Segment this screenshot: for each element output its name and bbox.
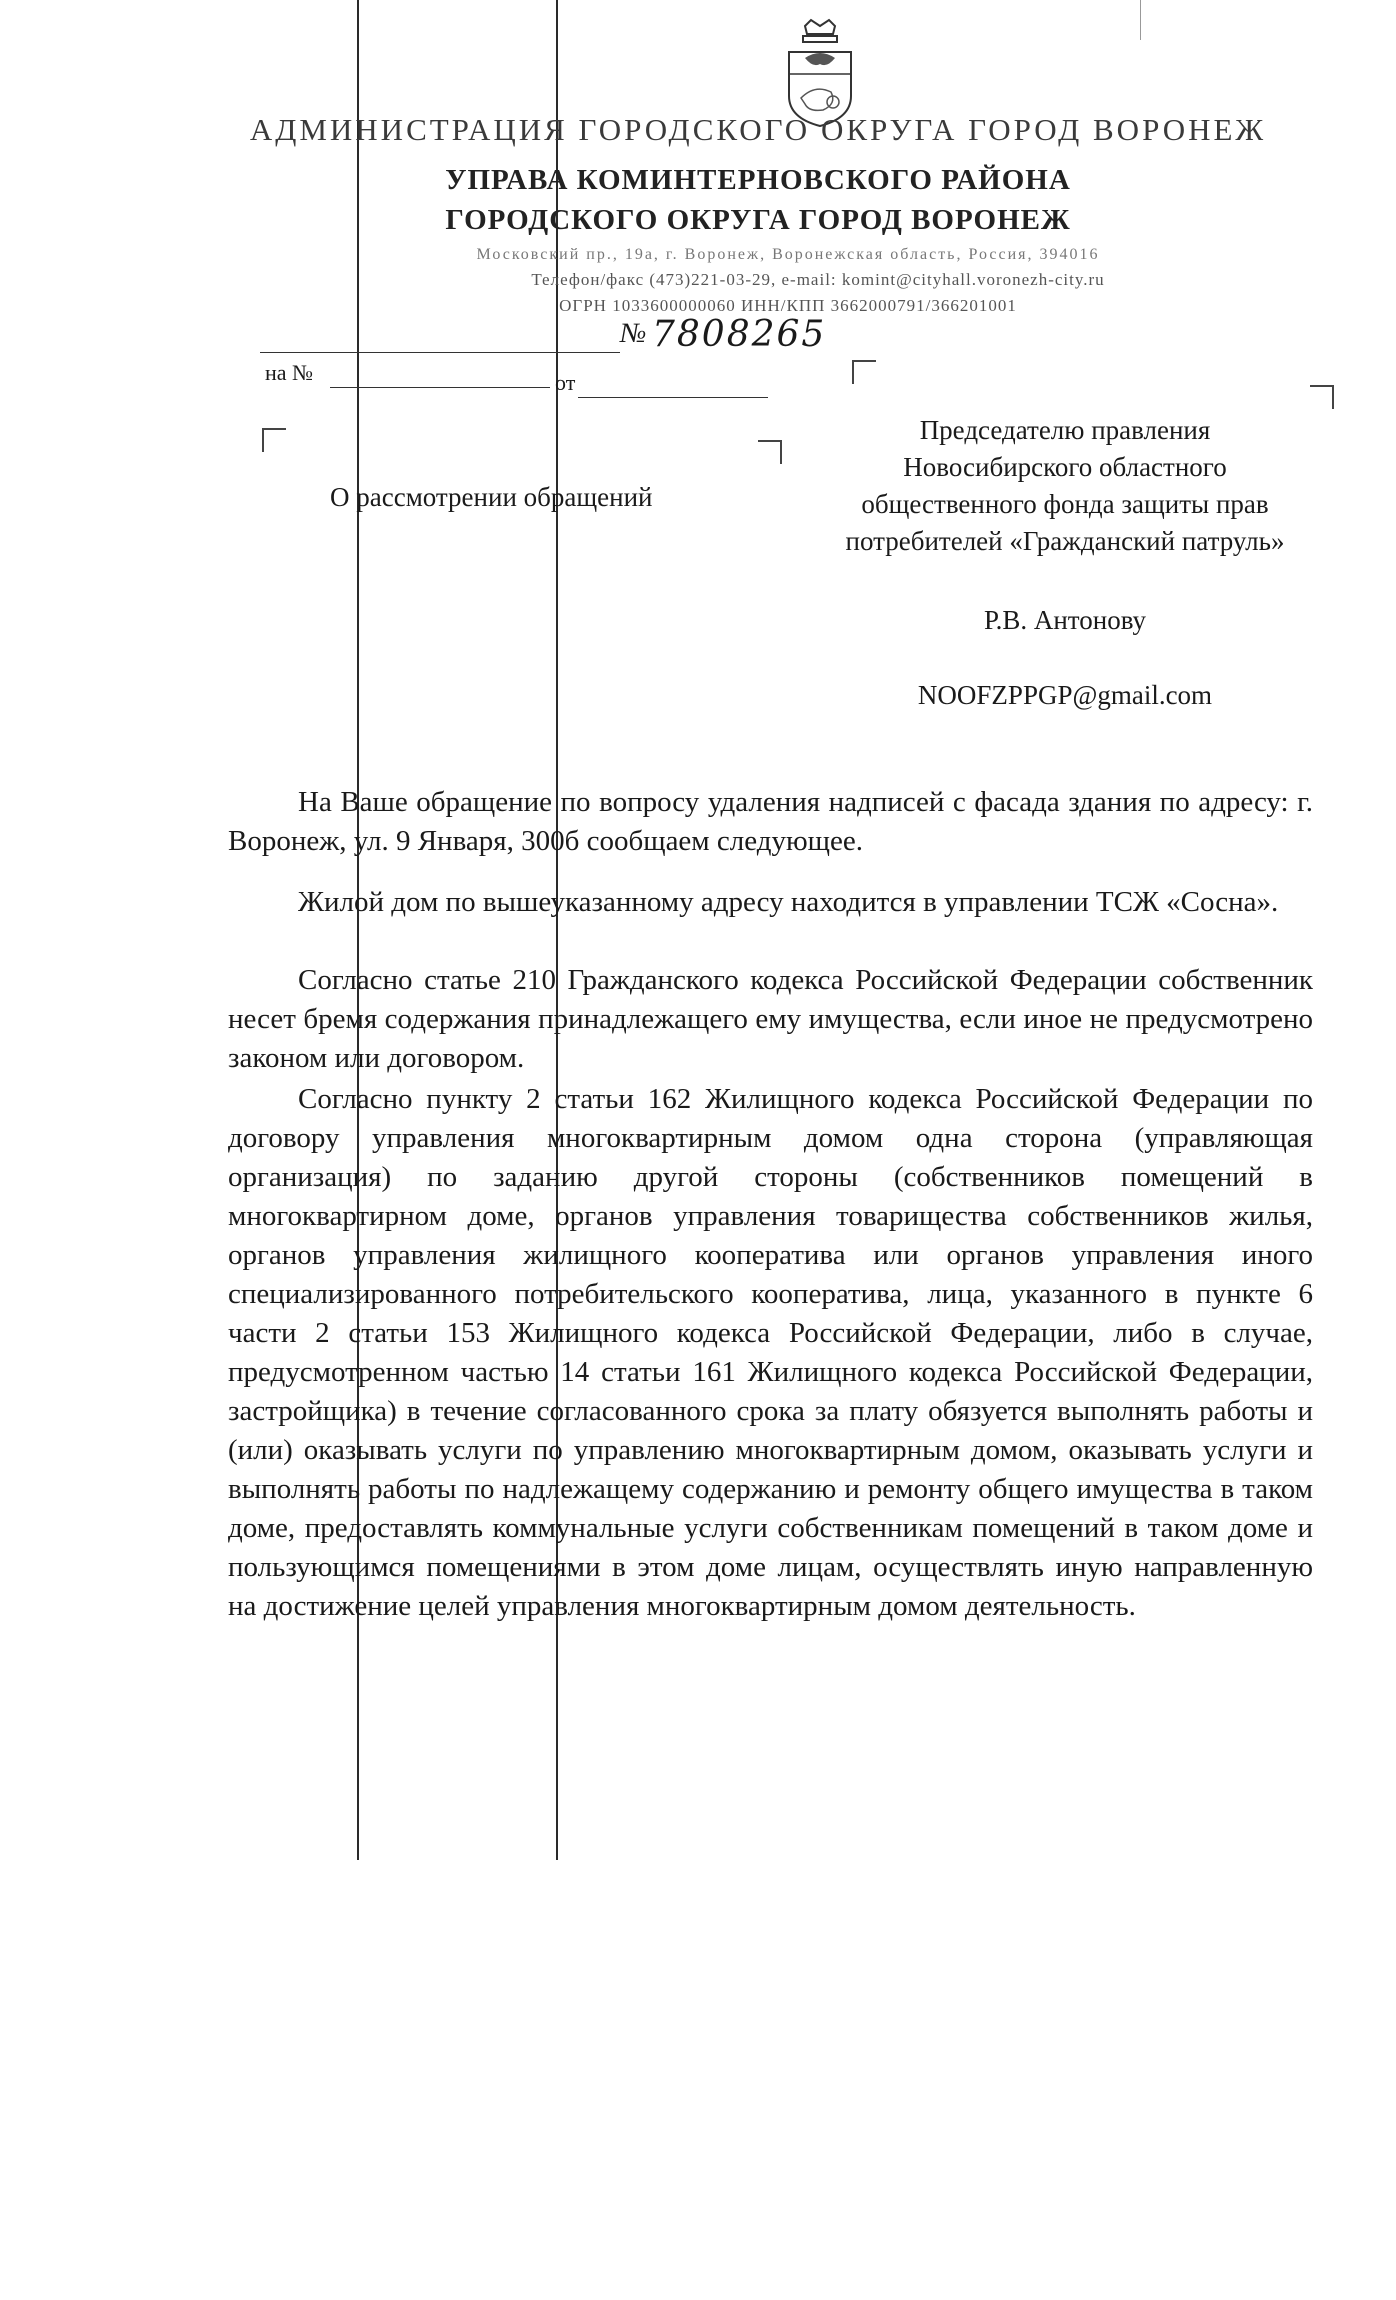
letterhead-ogrn: ОГРН 1033600000060 ИНН/КПП 3662000791/366201001 bbox=[559, 296, 1017, 315]
corner-mark-subject-right bbox=[758, 440, 782, 464]
addressee-line: общественного фонда защиты прав bbox=[861, 489, 1269, 519]
letterhead-uprava: УПРАВА КОМИНТЕРНОВСКОГО РАЙОНА bbox=[445, 164, 1071, 196]
letterhead-okrug: ГОРОДСКОГО ОКРУГА ГОРОД ВОРОНЕЖ bbox=[445, 204, 1071, 236]
letterhead-phone-email: Телефон/факс (473)221-03-29, e-mail: komint@cityhall.voronezh-city.ru bbox=[531, 270, 1105, 289]
body-paragraph-2: Жилой дом по вышеуказанному адресу находится в управлении ТСЖ «Сосна». bbox=[298, 886, 1279, 918]
registration-line bbox=[260, 352, 620, 353]
reference-date-line bbox=[578, 397, 768, 398]
letterhead-administration: АДМИНИСТРАЦИЯ ГОРОДСКОГО ОКРУГА ГОРОД ВОРОНЕЖ bbox=[249, 112, 1267, 147]
addressee-block bbox=[780, 412, 1350, 560]
letterhead-address: Московский пр., 19а, г. Воронеж, Воронежская область, Россия, 394016 bbox=[476, 246, 1100, 263]
reference-date-label: от bbox=[555, 370, 576, 395]
registration-number: 7808265 bbox=[652, 314, 827, 355]
corner-mark-subject-left bbox=[262, 428, 286, 452]
letter-subject: О рассмотрении обращений bbox=[330, 482, 653, 512]
corner-mark-addressee-right bbox=[1310, 385, 1334, 409]
body-paragraph-1: На Ваше обращение по вопросу удаления надписей с фасада здания по адресу: г. Воронеж, ул. 9 Января, 300б сообщаем следующее. bbox=[228, 786, 1313, 857]
addressee-line: Новосибирского областного bbox=[903, 452, 1227, 482]
addressee-line: потребителей «Гражданский патруль» bbox=[845, 526, 1285, 556]
reference-number-label: на № bbox=[265, 360, 314, 385]
body-paragraph-4: Согласно пункту 2 статьи 162 Жилищного кодекса Российской Федерации по договору управления многоквартирным домом одна сторона (управляющая организация) по заданию другой стороны (собственников помещений в многоквартирном доме, органов управления товарищества собственников жилья, органов управления жилищного кооператива или органов управления иного специализированного потребительского кооператива, лица, указанного в пункте 6 части 2 статьи 153 Жилищного кодекса Российской Федерации, либо в случае, предусмотренном частью 14 статьи 161 Жилищного кодекса Российской Федерации, застройщика) в течение согласованного срока за плату обязуется выполнять работы и (или) оказывать услуги по управлению многоквартирным домом, оказывать услуги и выполнять работы по надлежащему содержанию и ремонту общего имущества в таком доме, предоставлять коммунальные услуги собственникам помещений в таком доме и пользующимся помещениями в этом доме лицам, осуществлять иную направленную на достижение целей управления многоквартирным домом деятельность. bbox=[228, 1083, 1313, 1622]
registration-number-sign: № bbox=[620, 318, 647, 349]
addressee-email: NOOFZPPGP@gmail.com bbox=[917, 680, 1213, 710]
corner-mark-addressee-left bbox=[852, 360, 876, 384]
addressee-name: Р.В. Антонову bbox=[983, 605, 1147, 635]
addressee-line: Председателю правления bbox=[919, 415, 1211, 445]
body-paragraph-3: Согласно статье 210 Гражданского кодекса Российской Федерации собственник несет бремя содержания принадлежащего ему имущества, если иное не предусмотрено законом или договором. bbox=[228, 964, 1313, 1074]
reference-number-line bbox=[330, 387, 550, 388]
scan-line-top-edge bbox=[1140, 0, 1141, 40]
